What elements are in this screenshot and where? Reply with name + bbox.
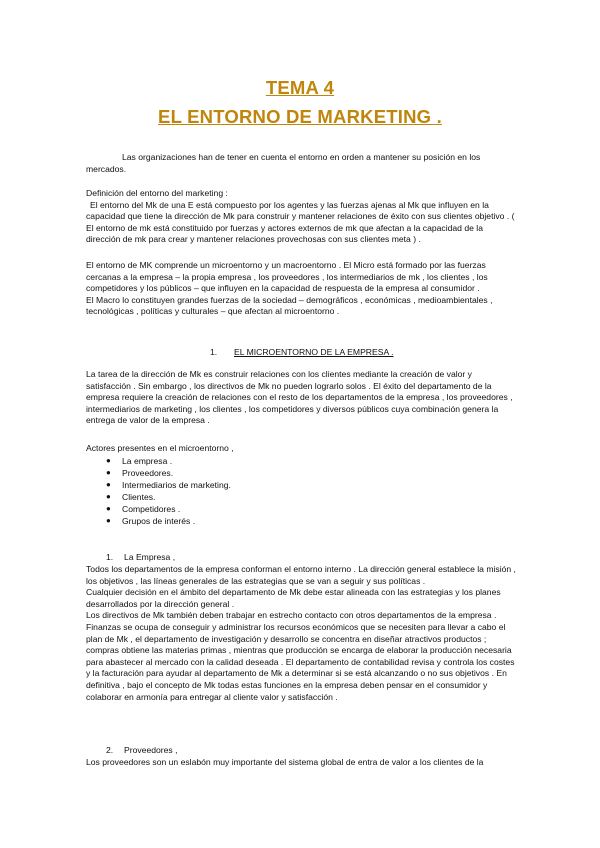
empresa-paragraph: Finanzas se ocupa de conseguir y administrar los recursos económicos que se necesiten para llevar a cabo el plan de Mk , el departamento de investigación y desarrollo se concentra en diseñar atractivos productos ; compras obtiene las materias primas , mientras que producción se encarga de elaborar la producción necesaria para abastecer al mercado con la calidad deseada . El departamento de contabilidad revisa y controla los costes y la facturación para ayudar al departamento de Mk a determinar si se está alcanzando o no sus objetivos . En definitiva , bajo el concepto de Mk todas estas funciones en la empresa deben pensar en el consumidor y colaborar en armonía para entregar al cliente valor y satisfacción . bbox=[86, 621, 515, 702]
page-title: TEMA 4 bbox=[265, 77, 335, 98]
bullet-icon: ● bbox=[106, 480, 111, 489]
subsection-number: 2. bbox=[106, 745, 114, 755]
list-item: ● La empresa . bbox=[106, 456, 173, 466]
subsection-heading-empresa bbox=[106, 552, 175, 564]
intro-paragraph bbox=[86, 152, 518, 175]
page-subtitle: EL ENTORNO DE MARKETING . bbox=[158, 106, 442, 127]
section-heading-microentorno bbox=[210, 347, 394, 359]
bullet-icon: ● bbox=[106, 492, 111, 501]
definition-section bbox=[86, 188, 518, 246]
micro-paragraph: El entorno de MK comprende un microentorno y un macroentorno . El Micro está formado por las fuerzas cercanas a la empresa – la propia empresa , los proveedores , los intermediarios de mk , los clientes , los competidores y los públicos – que influyen en la capacidad de respuesta de la empresa al consumidor . bbox=[86, 260, 488, 294]
intro-text: Las organizaciones han de tener en cuenta el entorno en orden a mantener su posición en los mercados. bbox=[86, 152, 481, 174]
list-item: ● Competidores . bbox=[106, 504, 181, 514]
bullet-icon: ● bbox=[106, 456, 111, 465]
micro-macro-section bbox=[86, 260, 518, 318]
actors-intro bbox=[86, 443, 518, 455]
empresa-paragraph: Cualquier decisión en el ámbito del departamento de Mk debe estar alineada con las estrategias y los planes desarrollados por la dirección general . bbox=[86, 587, 501, 609]
list-item: ● Intermediarios de marketing. bbox=[106, 480, 231, 490]
list-item: ● Clientes. bbox=[106, 492, 156, 502]
empresa-section bbox=[86, 564, 518, 703]
list-item: ● Grupos de interés . bbox=[106, 516, 196, 526]
proveedores-paragraph: Los proveedores son un eslabón muy importante del sistema global de entra de valor a los clientes de la bbox=[86, 757, 484, 767]
empresa-paragraph: Los directivos de Mk también deben trabajar en estrecho contacto con otros departamentos de la empresa . bbox=[86, 610, 497, 621]
definition-paragraph: El entorno del Mk de una E está compuesto por los agentes y las fuerzas ajenas al Mk que influyen en la capacidad que tiene la dirección de Mk para construir y mantener relaciones de éxito con sus clientes objetivo . ( El entorno de mk está constituido por fuerzas y actores externos de mk que afectan a la capacidad de la dirección de mk para crear y mantener relaciones provechosas con sus clientes meta ) . bbox=[86, 199, 515, 245]
actors-list bbox=[86, 455, 231, 527]
section-number: 1. bbox=[210, 347, 218, 357]
subsection-label: La Empresa , bbox=[124, 552, 176, 562]
list-item: ● Proveedores. bbox=[106, 468, 174, 478]
macro-paragraph: El Macro lo constituyen grandes fuerzas de la sociedad – demográficos , económicas , medioambientales , tecnológicas , políticas y culturales – que afectan al microentorno . bbox=[86, 294, 493, 317]
section1-paragraph bbox=[86, 369, 518, 427]
subsection-label: Proveedores , bbox=[124, 745, 178, 755]
subsection-number: 1. bbox=[106, 552, 114, 562]
bullet-icon: ● bbox=[106, 516, 111, 525]
proveedores-section bbox=[86, 757, 518, 769]
section-label: EL MICROENTORNO DE LA EMPRESA . bbox=[234, 347, 394, 357]
definition-heading: Definición del entorno del marketing : bbox=[86, 188, 228, 198]
actors-intro-text: Actores presentes en el microentorno , bbox=[86, 443, 234, 453]
bullet-icon: ● bbox=[106, 468, 111, 477]
subsection-heading-proveedores bbox=[106, 745, 178, 757]
bullet-icon: ● bbox=[106, 504, 111, 513]
section1-text: La tarea de la dirección de Mk es construir relaciones con los clientes mediante la creación de valor y satisfacción . Sin embargo , los directivos de Mk no pueden lograrlo solos . El éxito del departamento de la empresa requiere la creación de relaciones con el resto de los departamentos de la empresa , los proveedores , intermediarios de marketing , los clientes , los competidores y diversos públicos cuya combinación genera la entrega de valor de la empresa . bbox=[86, 369, 513, 426]
empresa-paragraph: Todos los departamentos de la empresa conforman el entorno interno . La dirección general establece la misión , los objetivos , las líneas generales de las estrategias que se van a seguir y sus políticas . bbox=[86, 564, 516, 586]
